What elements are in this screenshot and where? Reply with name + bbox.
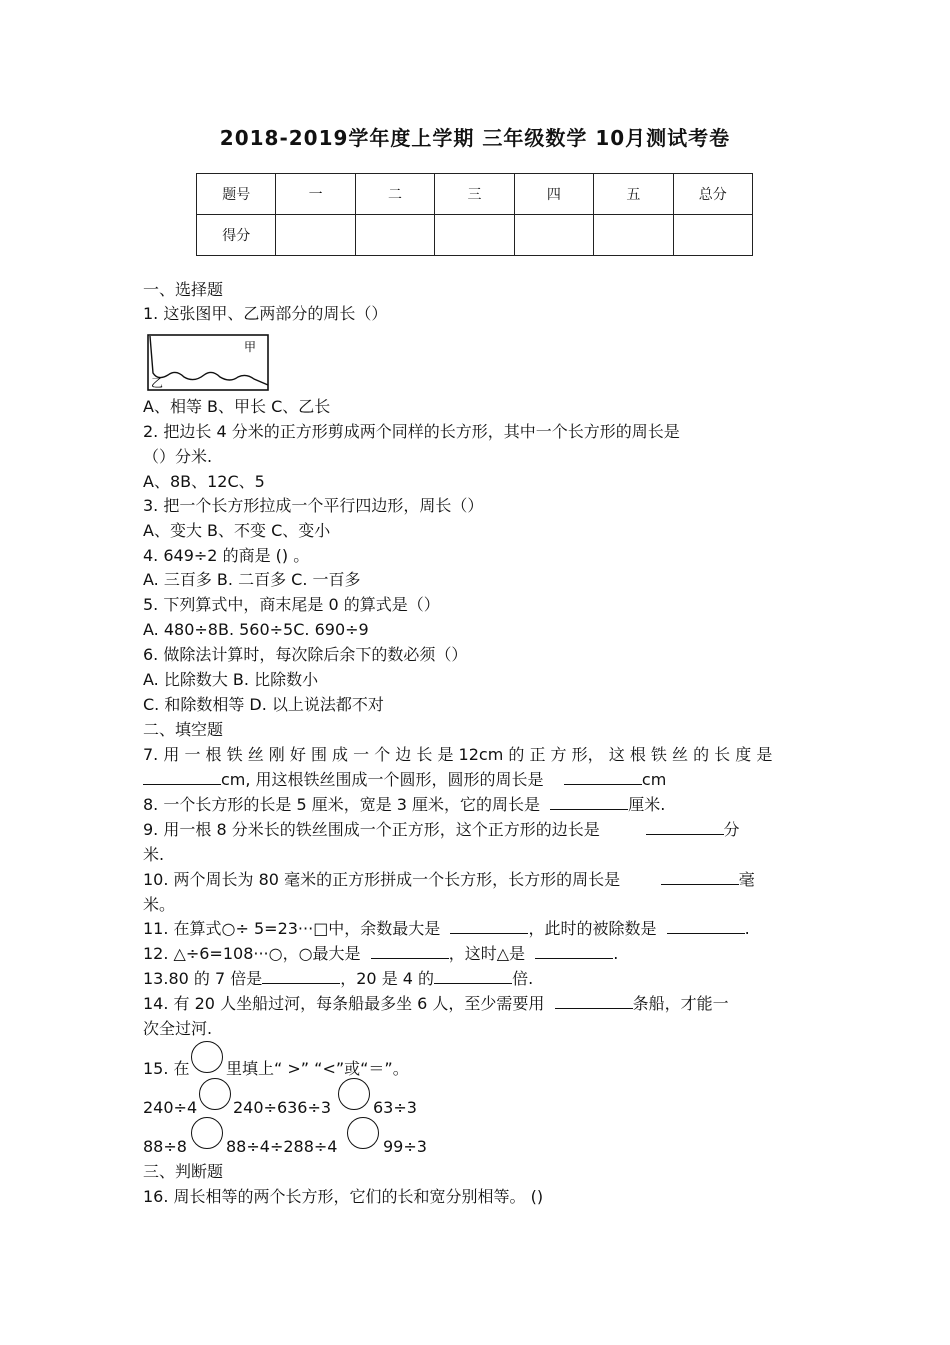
question-7: 7. 用 一 根 铁 丝 刚 好 围 成 一 个 边 长 是 12cm 的 正 方 形， 这 根 铁 丝 的 长 度 是 — [143, 745, 773, 764]
q15-r2b: 88÷4÷288÷4 — [226, 1137, 338, 1156]
figure-label-yi: 乙 — [151, 376, 164, 390]
q9-unit: 分 — [723, 820, 740, 839]
section-1-heading: 一、选择题 — [143, 280, 224, 299]
figure-label-jia: 甲 — [244, 340, 257, 354]
question-12 — [143, 944, 618, 964]
score-cell — [355, 215, 434, 256]
score-header-cell: 一 — [276, 174, 355, 215]
q9-text: 9. 用一根 8 分米长的铁丝围成一个正方形，这个正方形的边长是 — [143, 820, 600, 839]
q13-text-b: ，20 是 4 的 — [340, 969, 435, 988]
q10-unit: 毫 — [738, 870, 755, 889]
q12-text: 12. △÷6=108···○，○最大是 — [143, 944, 361, 963]
score-header-cell: 四 — [514, 174, 593, 215]
question-4-options: A. 三百多 B. 二百多 C. 一百多 — [143, 570, 361, 589]
q13-text: 13.80 的 7 倍是 — [143, 969, 263, 988]
question-3-options: A、变大 B、不变 C、变小 — [143, 521, 331, 540]
q15-r1b: 240÷636÷3 — [233, 1098, 332, 1117]
question-8 — [143, 795, 665, 815]
section-3-heading: 三、判断题 — [143, 1162, 224, 1181]
question-14 — [143, 994, 729, 1014]
question-2-options: A、8B、12C、5 — [143, 472, 265, 491]
score-header-cell: 五 — [594, 174, 673, 215]
question-4: 4. 649÷2 的商是 () 。 — [143, 546, 310, 565]
q7-text: cm, 用这根铁丝围成一个圆形，圆形的周长是 — [221, 770, 544, 789]
question-13 — [143, 969, 533, 989]
page-title: 2018-2019学年度上学期 三年级数学 10月测试考卷 — [219, 126, 731, 150]
score-header-cell: 三 — [435, 174, 514, 215]
answer-blank[interactable] — [564, 770, 642, 785]
q11-text-b: ，此时的被除数是 — [528, 919, 657, 938]
compare-circle[interactable] — [199, 1078, 231, 1110]
question-5-options: A. 480÷8B. 560÷5C. 690÷9 — [143, 620, 369, 639]
answer-blank[interactable] — [262, 969, 340, 984]
compare-circle-sample — [191, 1041, 223, 1073]
score-cell — [435, 215, 514, 256]
question-2-cont: （）分米. — [143, 447, 213, 466]
score-table — [196, 173, 753, 256]
question-1: 1. 这张图甲、乙两部分的周长（） — [143, 304, 388, 323]
q14-text: 14. 有 20 人坐船过河，每条船最多坐 6 人，至少需要用 — [143, 994, 545, 1013]
question-7-cont — [143, 770, 666, 790]
question-9-cont: 米. — [143, 845, 165, 864]
answer-blank[interactable] — [535, 944, 613, 959]
question-10-cont: 米。 — [143, 895, 176, 914]
score-table-score-row — [197, 215, 753, 256]
q12-end: . — [613, 944, 619, 963]
score-row-label: 得分 — [197, 215, 276, 256]
section-2-heading: 二、填空题 — [143, 720, 224, 739]
score-cell — [673, 215, 752, 256]
score-cell — [514, 215, 593, 256]
q14-text-b: 条船，才能一 — [632, 994, 729, 1013]
answer-blank[interactable] — [555, 994, 633, 1009]
score-header-cell: 总分 — [673, 174, 752, 215]
compare-circle[interactable] — [191, 1117, 223, 1149]
question-6-options-a: A. 比除数大 B. 比除数小 — [143, 670, 319, 689]
answer-blank[interactable] — [550, 795, 628, 810]
q8-text: 8. 一个长方形的长是 5 厘米，宽是 3 厘米，它的周长是 — [143, 795, 541, 814]
q15-r2c: 99÷3 — [383, 1137, 427, 1156]
score-header-cell: 二 — [355, 174, 434, 215]
question-3: 3. 把一个长方形拉成一个平行四边形，周长（） — [143, 496, 484, 515]
score-cell — [594, 215, 673, 256]
q11-end: . — [744, 919, 750, 938]
score-cell — [276, 215, 355, 256]
answer-blank[interactable] — [450, 919, 528, 934]
perimeter-figure — [146, 333, 272, 393]
question-6: 6. 做除法计算时，每次除后余下的数必须（） — [143, 645, 468, 664]
answer-blank[interactable] — [371, 944, 449, 959]
q7-unit: cm — [641, 770, 667, 789]
answer-blank[interactable] — [646, 820, 724, 835]
question-9 — [143, 820, 740, 840]
compare-circle[interactable] — [347, 1117, 379, 1149]
question-5: 5. 下列算式中，商末尾是 0 的算式是（） — [143, 595, 440, 614]
question-15-b: 里填上“ >” “<”或“＝”。 — [226, 1059, 409, 1078]
question-11 — [143, 919, 750, 939]
compare-circle[interactable] — [338, 1078, 370, 1110]
answer-blank[interactable] — [143, 770, 221, 785]
q11-text: 11. 在算式○÷ 5=23···□中，余数最大是 — [143, 919, 441, 938]
question-1-options: A、相等 B、甲长 C、乙长 — [143, 397, 331, 416]
question-16: 16. 周长相等的两个长方形，它们的长和宽分别相等。 () — [143, 1187, 544, 1206]
question-2: 2. 把边长 4 分米的正方形剪成两个同样的长方形，其中一个长方形的周长是 — [143, 422, 680, 441]
score-header-cell: 题号 — [197, 174, 276, 215]
question-14-cont: 次全过河. — [143, 1019, 213, 1038]
score-table-header-row — [197, 174, 753, 215]
q15-r1c: 63÷3 — [373, 1098, 417, 1117]
q13-end: 倍. — [512, 969, 534, 988]
answer-blank[interactable] — [667, 919, 745, 934]
question-10 — [143, 870, 755, 890]
question-6-options-b: C. 和除数相等 D. 以上说法都不对 — [143, 695, 384, 714]
question-15-a: 15. 在 — [143, 1059, 190, 1078]
answer-blank[interactable] — [661, 870, 739, 885]
answer-blank[interactable] — [434, 969, 512, 984]
q8-unit: 厘米. — [628, 795, 666, 814]
q10-text: 10. 两个周长为 80 毫米的正方形拼成一个长方形，长方形的周长是 — [143, 870, 621, 889]
q12-text-b: ，这时△是 — [448, 944, 526, 963]
q15-r2a: 88÷8 — [143, 1137, 187, 1156]
q15-r1a: 240÷4 — [143, 1098, 198, 1117]
